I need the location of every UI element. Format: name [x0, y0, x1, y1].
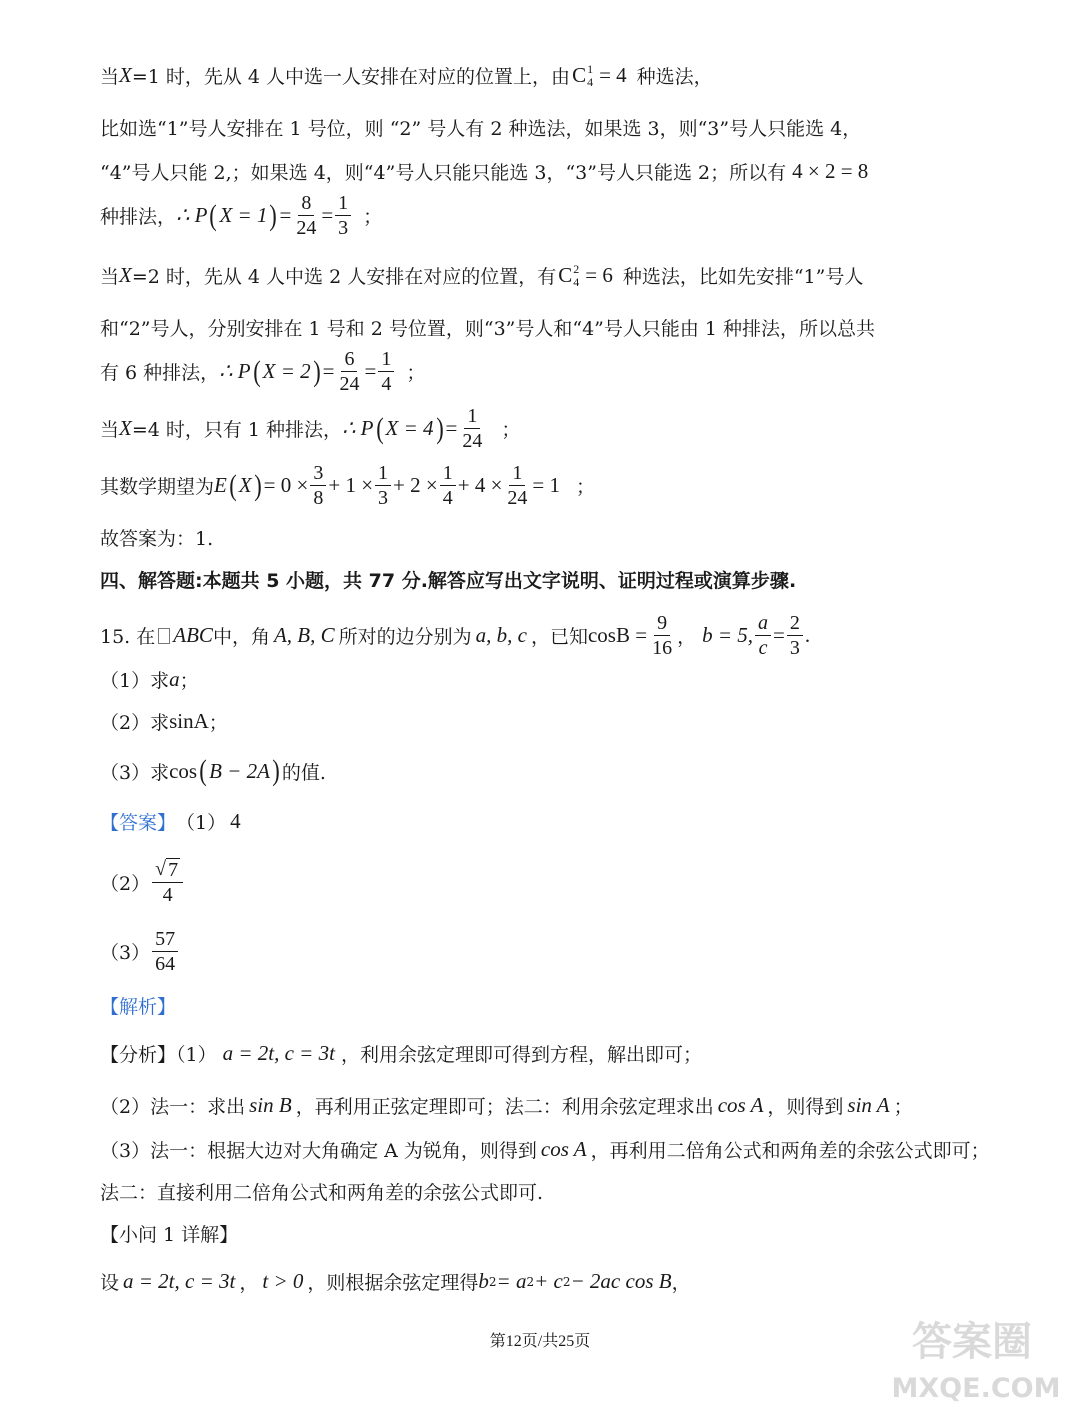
analysis-line: （2）法一：求出 sin B ，再利用正弦定理即可；法二：利用余弦定理求出 cos A ，则得到 sin A ； [100, 1093, 913, 1118]
text-line: 当 X =2 时，先从 4 人中选 2 人安排在对应的位置，有 C 2 4 = 6 种选法，比如先安排“1”号人 [100, 261, 864, 289]
fraction: $\frac{9}{16}$ [652, 612, 673, 659]
answer-2: （2） √ 7 4 [100, 858, 185, 906]
svg-text:MXQE.COM: MXQE.COM [891, 1373, 1060, 1403]
fraction: $\frac{1}{3}$ [375, 462, 391, 509]
text-line: “4”号人只能 2,；如果选 4，则“4”号人只能只能选 3，“3”号人只能选 2；所以有 4 × 2 = 8 [100, 159, 869, 184]
fraction: $\frac{1}{24}$ [462, 405, 483, 452]
fraction: $\frac{1}{24}$ [507, 462, 528, 509]
analysis-line: 法二：直接利用二倍角公式和两角差的余弦公式即可. [100, 1182, 544, 1204]
sqrt: √ 7 [155, 858, 179, 881]
solution-line: 设 a = 2t, c = 3t ， t > 0 ，则根据余弦定理得 b 2 = a 2 + c 2 − 2ac cos B ， [100, 1269, 691, 1294]
question-part-3: （3）求 cos ( B − 2A ) 的值. [100, 754, 326, 787]
combination: C 2 4 [558, 261, 580, 289]
analysis-line: 【分析】（1） a = 2t, c = 3t ，利用余弦定理即可得到方程，解出即可； [100, 1041, 702, 1066]
combination: C 1 4 [572, 61, 594, 89]
answer-1: 【答案】 （1） 4 [100, 809, 241, 834]
probability-line: 有 6 种排法， ∴ P ( X = 2 ) = $\frac{6}{24}$ = $\frac{1}{4}$ ； [100, 348, 426, 395]
question-part-2: （2）求 sinA ； [100, 709, 228, 734]
fraction: $\frac{57}{64}$ [152, 928, 178, 975]
text-line: 比如选“1”号人安排在 1 号位，则 “2” 号人有 2 种选法，如果选 3，则“3”号人只能选 4， [100, 118, 862, 140]
triangle-symbol-box [158, 628, 170, 644]
answer-label: 【答案】 [100, 812, 177, 834]
subquestion-heading: 【小问 1 详解】 [100, 1224, 239, 1246]
page-number: 第12页/共25页 [489, 1333, 591, 1350]
fraction: $\frac{6}{24}$ [339, 348, 360, 395]
section-heading: 四、解答题:本题共 5 小题，共 77 分.解答应写出文字说明、证明过程或演算步骤. [100, 570, 797, 592]
fraction: $\frac{8}{24}$ [296, 192, 317, 239]
answer-3: （3） $\frac{57}{64}$ [100, 928, 180, 975]
fraction: $\frac{1}{4}$ [378, 348, 394, 395]
fraction: $\frac{2}{3}$ [787, 612, 803, 659]
probability-line: 当 X =4 时，只有 1 种排法， ∴ P ( X = 4 ) = $\frac{1}{24}$ ； [100, 405, 521, 452]
fraction: $\frac{a}{c}$ [755, 612, 771, 659]
fraction: $\frac{1}{4}$ [440, 462, 456, 509]
fraction: √ 7 4 [152, 858, 183, 906]
analysis-line: （3）法一：根据大边对大角确定 A 为锐角，则得到 cos A ，再利用二倍角公式和两角差的余弦公式即可； [100, 1137, 990, 1162]
question-part-1: （1）求 a ； [100, 667, 199, 692]
probability-line: 种排法， ∴ P ( X = 1 ) = $\frac{8}{24}$ = $\frac{1}{3}$ ； [100, 192, 383, 239]
svg-text:答案圈: 答案圈 [912, 1319, 1032, 1365]
expectation-line: 其数学期望为 E ( X ) = 0 × $\frac{3}{8}$ + 1 × $\frac{1}{3}$ + 2 × $\frac{1}{4}$ + 4 × $\frac{1}{24}$ = 1 ； [100, 462, 596, 509]
watermark-logo [890, 1311, 1060, 1403]
answer-line: 故答案为：1. [100, 528, 214, 550]
question-15: 15. 在 ABC 中，角 A, B, C 所对的边分别为 a, b, c ，已知 cosB = $\frac{9}{16}$ ， b = 5, $\frac{a}{c}$ = $\frac{2}{3}$ . [100, 612, 811, 659]
analysis-label: 【解析】 [100, 996, 177, 1018]
fraction: $\frac{3}{8}$ [310, 462, 326, 509]
text-line: 当 X =1 时，先从 4 人中选一人安排在对应的位置上，由 C 1 4 = 4 种选法， [100, 61, 713, 89]
text-line: 和“2”号人，分别安排在 1 号和 2 号位置，则“3”号人和“4”号人只能由 1 种排法，所以总共 [100, 318, 876, 340]
fraction: $\frac{1}{3}$ [335, 192, 351, 239]
